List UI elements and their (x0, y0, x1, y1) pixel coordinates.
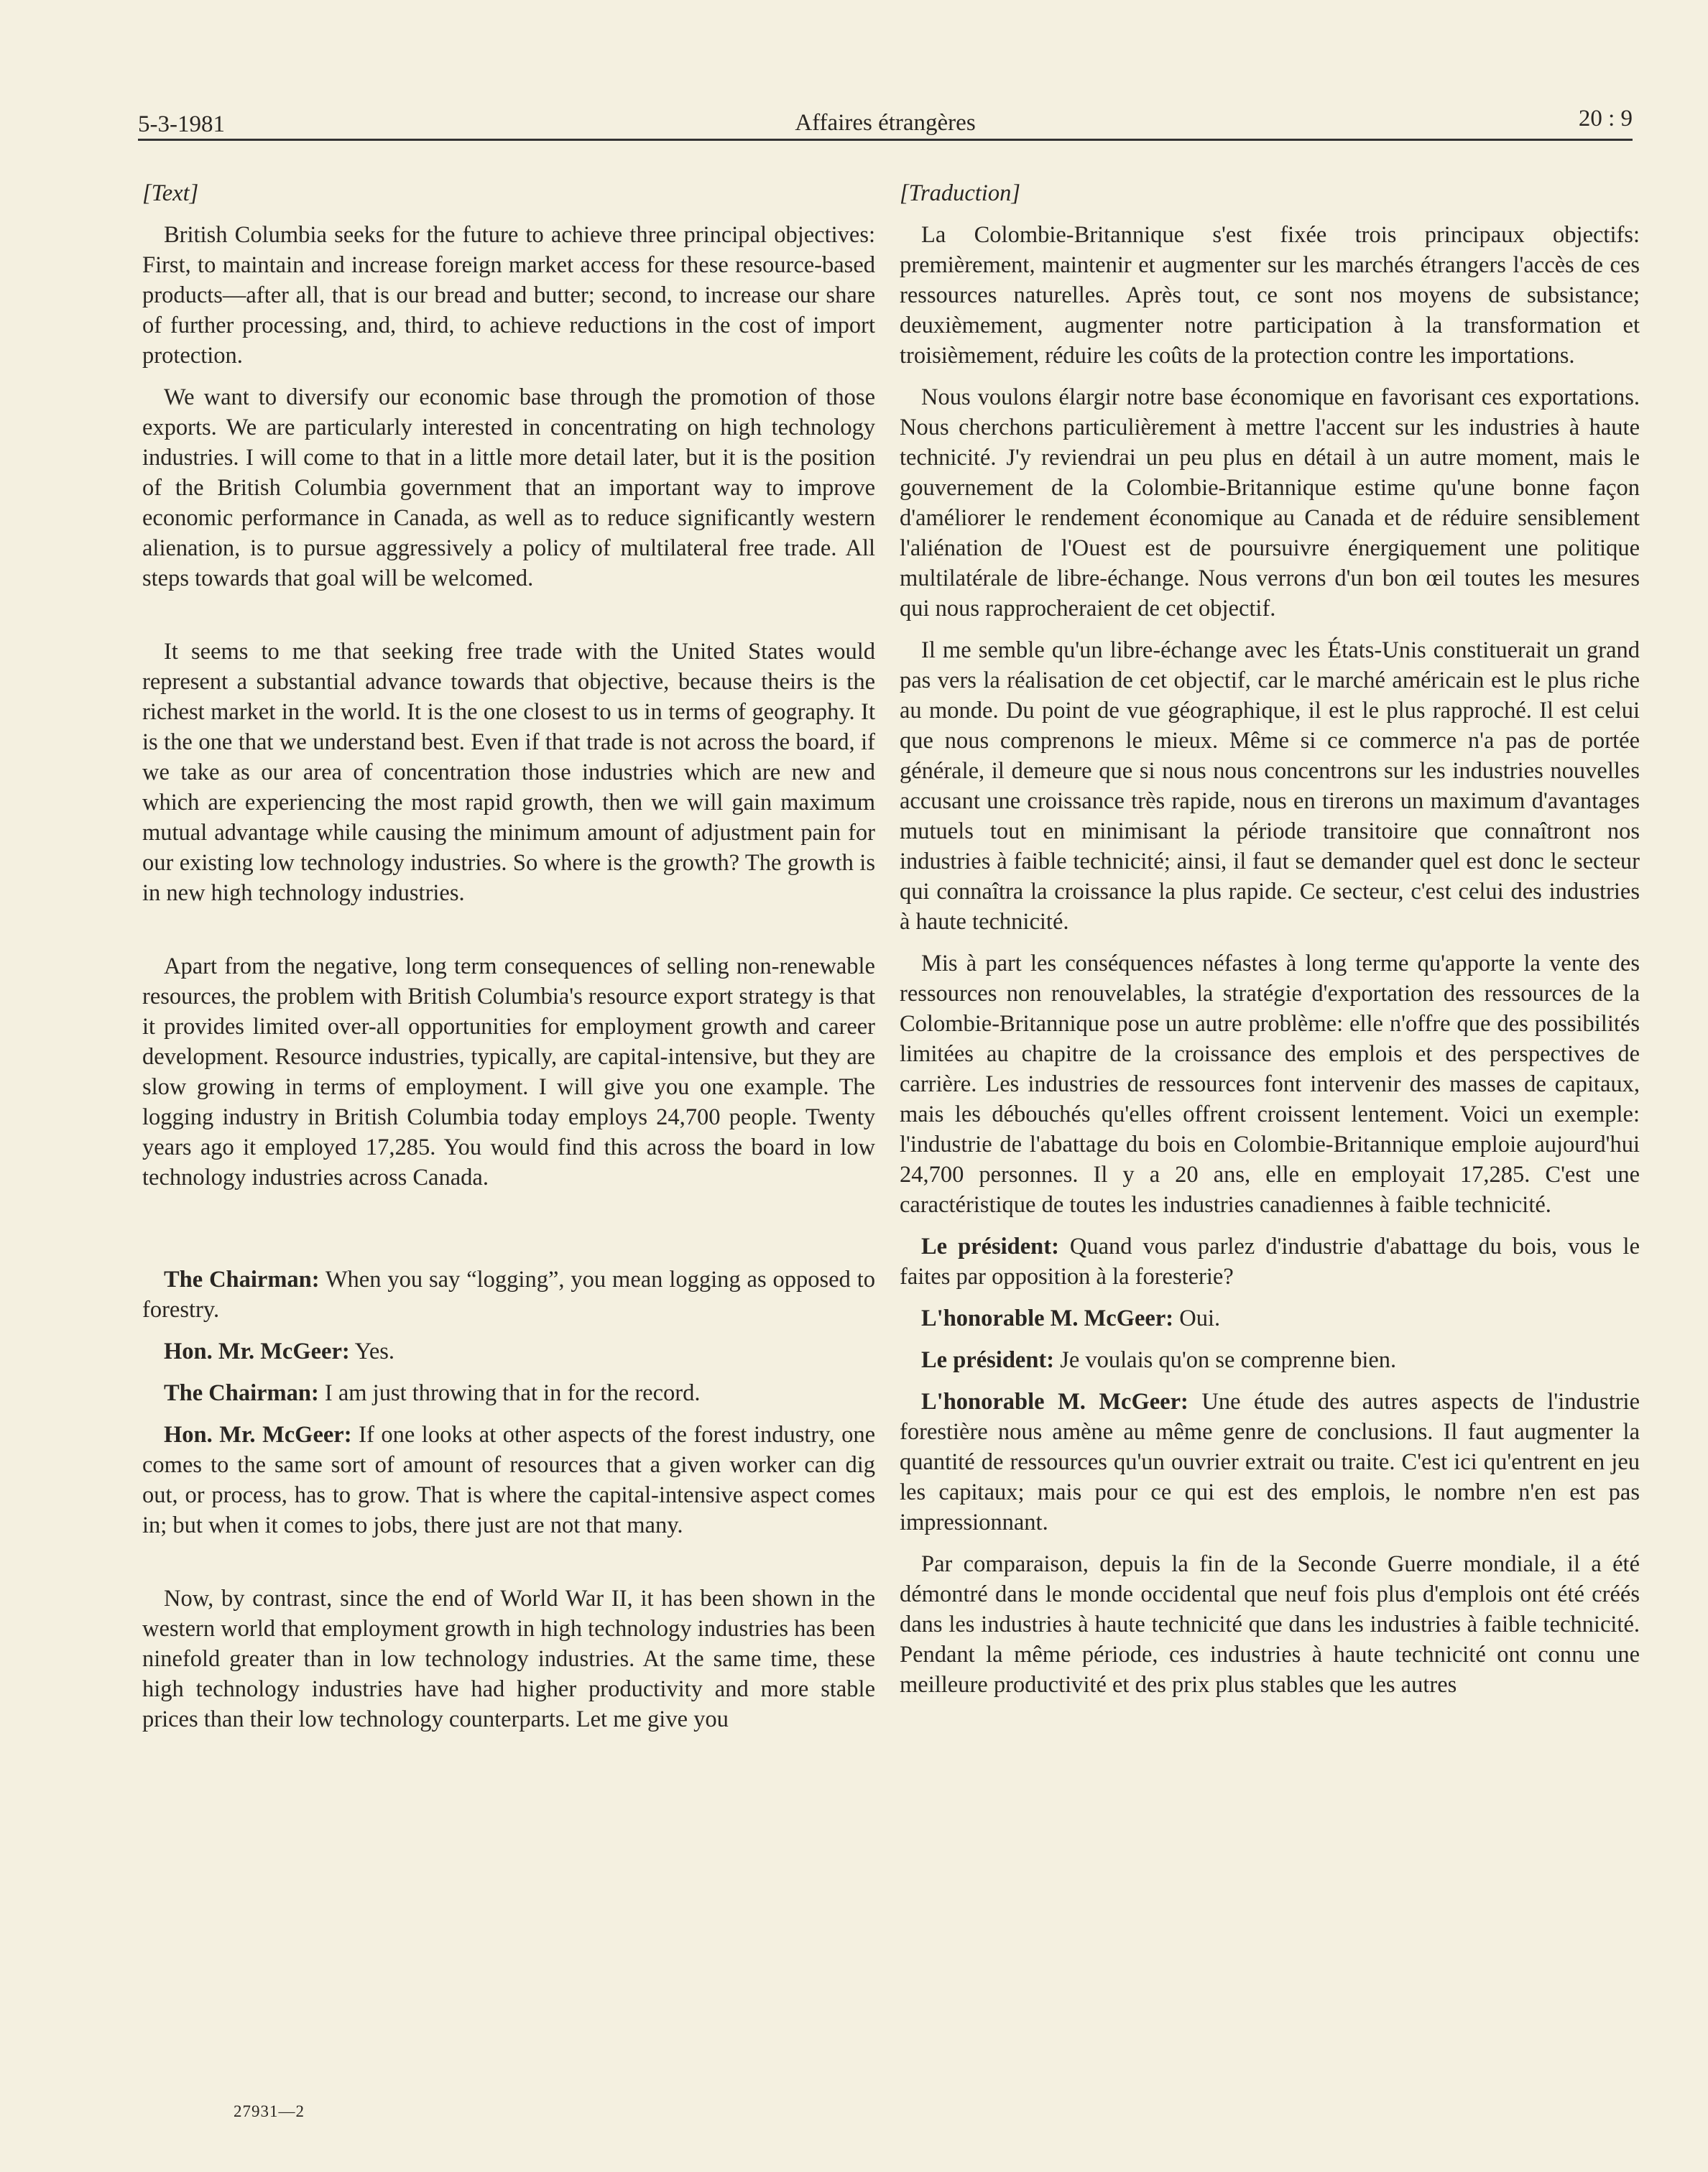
speech-text: Je voulais qu'on se comprenne bien. (1060, 1347, 1397, 1373)
french-column (900, 178, 1640, 1700)
header-rule (138, 139, 1633, 141)
speech-text: Quand vous parlez d'industrie d'abattage du bois, vous le faites par opposition à la foresterie? (900, 1234, 1640, 1290)
speaker-turn (900, 1387, 1640, 1538)
section-marker: [Traduction] (900, 180, 1020, 206)
paragraph: Par comparaison, depuis la fin de la Seconde Guerre mondiale, il a été démontré dans le monde occidental que neuf fois plus d'emplois ont été créés dans les industries à haute technicité que dans les industries à faible technicité. Pendant la même période, ces industries à haute technicité ont connu une meilleure productivité et des prix plus stables que les autres (900, 1551, 1640, 1698)
speech-text: When you say “logging”, you mean logging as opposed to forestry. (142, 1267, 875, 1323)
speaker-turn (142, 1265, 875, 1325)
speaker-name: The Chairman: (164, 1267, 320, 1293)
speaker-name: Le président: (921, 1234, 1059, 1260)
speaker-turn (142, 1336, 875, 1367)
speaker-name: L'honorable M. McGeer: (921, 1305, 1174, 1331)
section-marker: [Text] (142, 180, 199, 206)
speaker-turn (142, 1378, 875, 1408)
speech-text: I am just throwing that in for the record. (324, 1380, 701, 1406)
speaker-name: Le président: (921, 1347, 1055, 1373)
speaker-name: Hon. Mr. McGeer: (164, 1422, 352, 1448)
paragraph: It seems to me that seeking free trade with the United States would represent a substantial advance towards that objective, because theirs is the richest market in the world. It is the one closest to us in terms of geography. It is the one that we understand best. Even if that trade is not across the board, if we take as our area of concentration those industries which are new and which are experiencing the most rapid growth, then we will gain maximum mutual advantage while causing the minimum amount of adjustment pain for our existing low technology industries. So where is the growth? The growth is in new high technology industries. (142, 639, 875, 906)
paragraph: Mis à part les conséquences néfastes à long terme qu'apporte la vente des ressources non renouvelables, la stratégie d'exportation des ressources de la Colombie-Britannique pose un autre problème: elle n'offre que des possibilités limitées au chapitre de la croissance des emplois et des perspectives de carrière. Les industries de ressources font intervenir des masses de capitaux, mais les débouchés qu'elles offrent croissent lentement. Voici un exemple: l'industrie de l'abattage du bois en Colombie-Britannique emploie aujourd'hui 24,700 personnes. Il y a 20 ans, elle en employait 17,285. C'est une caractéristique de toutes les industries canadiennes à faible technicité. (900, 951, 1640, 1218)
paragraph: Now, by contrast, since the end of World War II, it has been shown in the western world that employment growth in high technology industries has been ninefold greater than in low technology industries. At the same time, these high technology industries have had higher productivity and more stable prices than their low technology counterparts. Let me give you (142, 1586, 875, 1732)
speaker-turn (142, 1420, 875, 1540)
header-page-number: 20 : 9 (1578, 106, 1633, 131)
paragraph: We want to diversify our economic base through the promotion of those exports. We are particularly interested in concentrating on high technology industries. I will come to that in a little more detail later, but it is the position of the British Columbia government that an important way to improve economic performance in Canada, as well as to reduce significantly western alienation, is to pursue aggressively a policy of multilateral free trade. All steps towards that goal will be welcomed. (142, 384, 875, 591)
speaker-turn (900, 1345, 1640, 1375)
paragraph: Apart from the negative, long term consequences of selling non-renewable resources, the problem with British Columbia's resource export strategy is that it provides limited over-all opportunities for employment growth and career development. Resource industries, typically, are capital-intensive, but they are slow growing in terms of employment. I will give you one example. The logging industry in British Columbia today employs 24,700 people. Twenty years ago it employed 17,285. You would find this across the board in low technology industries across Canada. (142, 953, 875, 1191)
speaker-turn (900, 1303, 1640, 1334)
paragraph: La Colombie-Britannique s'est fixée trois principaux objectifs: premièrement, maintenir et augmenter sur les marchés étrangers l'accès de ces ressources naturelles. Après tout, ce sont nos moyens de subsistance; deuxièmement, augmenter notre participation à la transformation et troisièmement, réduire les coûts de la protection contre les importations. (900, 222, 1640, 369)
running-head (138, 101, 1633, 142)
speech-text: Une étude des autres aspects de l'industrie forestière nous amène au même genre de conclusions. Il faut augmenter la quantité de ressources qu'un ouvrier extrait ou traite. C'est ici qu'entrent en jeu les capitaux; mais pour ce qui est des emplois, le nombre n'en est pas impressionnant. (900, 1389, 1640, 1535)
paragraph: British Columbia seeks for the future to achieve three principal objectives: First, to maintain and increase foreign market access for these resource-based products—after all, that is our bread and butter; second, to increase our share of further processing, and, third, to achieve reductions in the cost of import protection. (142, 222, 875, 369)
footer-print-code: 27931—2 (234, 2102, 305, 2120)
speaker-name: Hon. Mr. McGeer: (164, 1339, 350, 1364)
paragraph: Nous voulons élargir notre base économique en favorisant ces exportations. Nous cherchons particulièrement à mettre l'accent sur les industries à haute technicité. J'y reviendrai un peu plus en détail à un autre moment, mais le gouvernement de la Colombie-Britannique estime qu'une bonne façon d'améliorer le rendement économique au Canada et de réduire sensiblement l'aliénation de l'Ouest est de poursuivre énergiquement une politique multilatérale de libre-échange. Nous verrons d'un bon œil toutes les mesures qui nous rapprocheraient de cet objectif. (900, 384, 1640, 621)
speech-text: Oui. (1179, 1305, 1221, 1331)
speech-text: Yes. (354, 1339, 395, 1364)
english-column (142, 178, 875, 1734)
speech-text: If one looks at other aspects of the forest industry, one comes to the same sort of amount of resources that a given worker can dig out, or process, has to grow. That is where the capital-intensive aspect comes in; but when it comes to jobs, there just are not that many. (142, 1422, 876, 1538)
speaker-turn (900, 1231, 1640, 1292)
section-marker-label: Text (151, 180, 190, 206)
speaker-name: L'honorable M. McGeer: (921, 1389, 1188, 1415)
paragraph: Il me semble qu'un libre-échange avec les États-Unis constituerait un grand pas vers la réalisation de cet objectif, car le marché américain est le plus riche au monde. Du point de vue géographique, il est le plus rapproché. Il est celui que nous comprenons le mieux. Même si ce commerce n'a pas de portée générale, il demeure que si nous nous concentrons sur les industries nouvelles accusant une croissance très rapide, nous en tirerons un maximum d'avantages mutuels tout en minimisant la période transitoire que connaîtront nos industries à faible technicité; ainsi, il faut se demander quel est donc le secteur qui connaîtra la croissance la plus rapide. Ce secteur, c'est celui des industries à haute technicité. (900, 637, 1640, 935)
section-marker-label: Traduction (908, 180, 1012, 206)
speaker-name: The Chairman: (164, 1380, 319, 1406)
header-date: 5-3-1981 (138, 111, 225, 137)
header-title: Affaires étrangères (795, 110, 976, 136)
